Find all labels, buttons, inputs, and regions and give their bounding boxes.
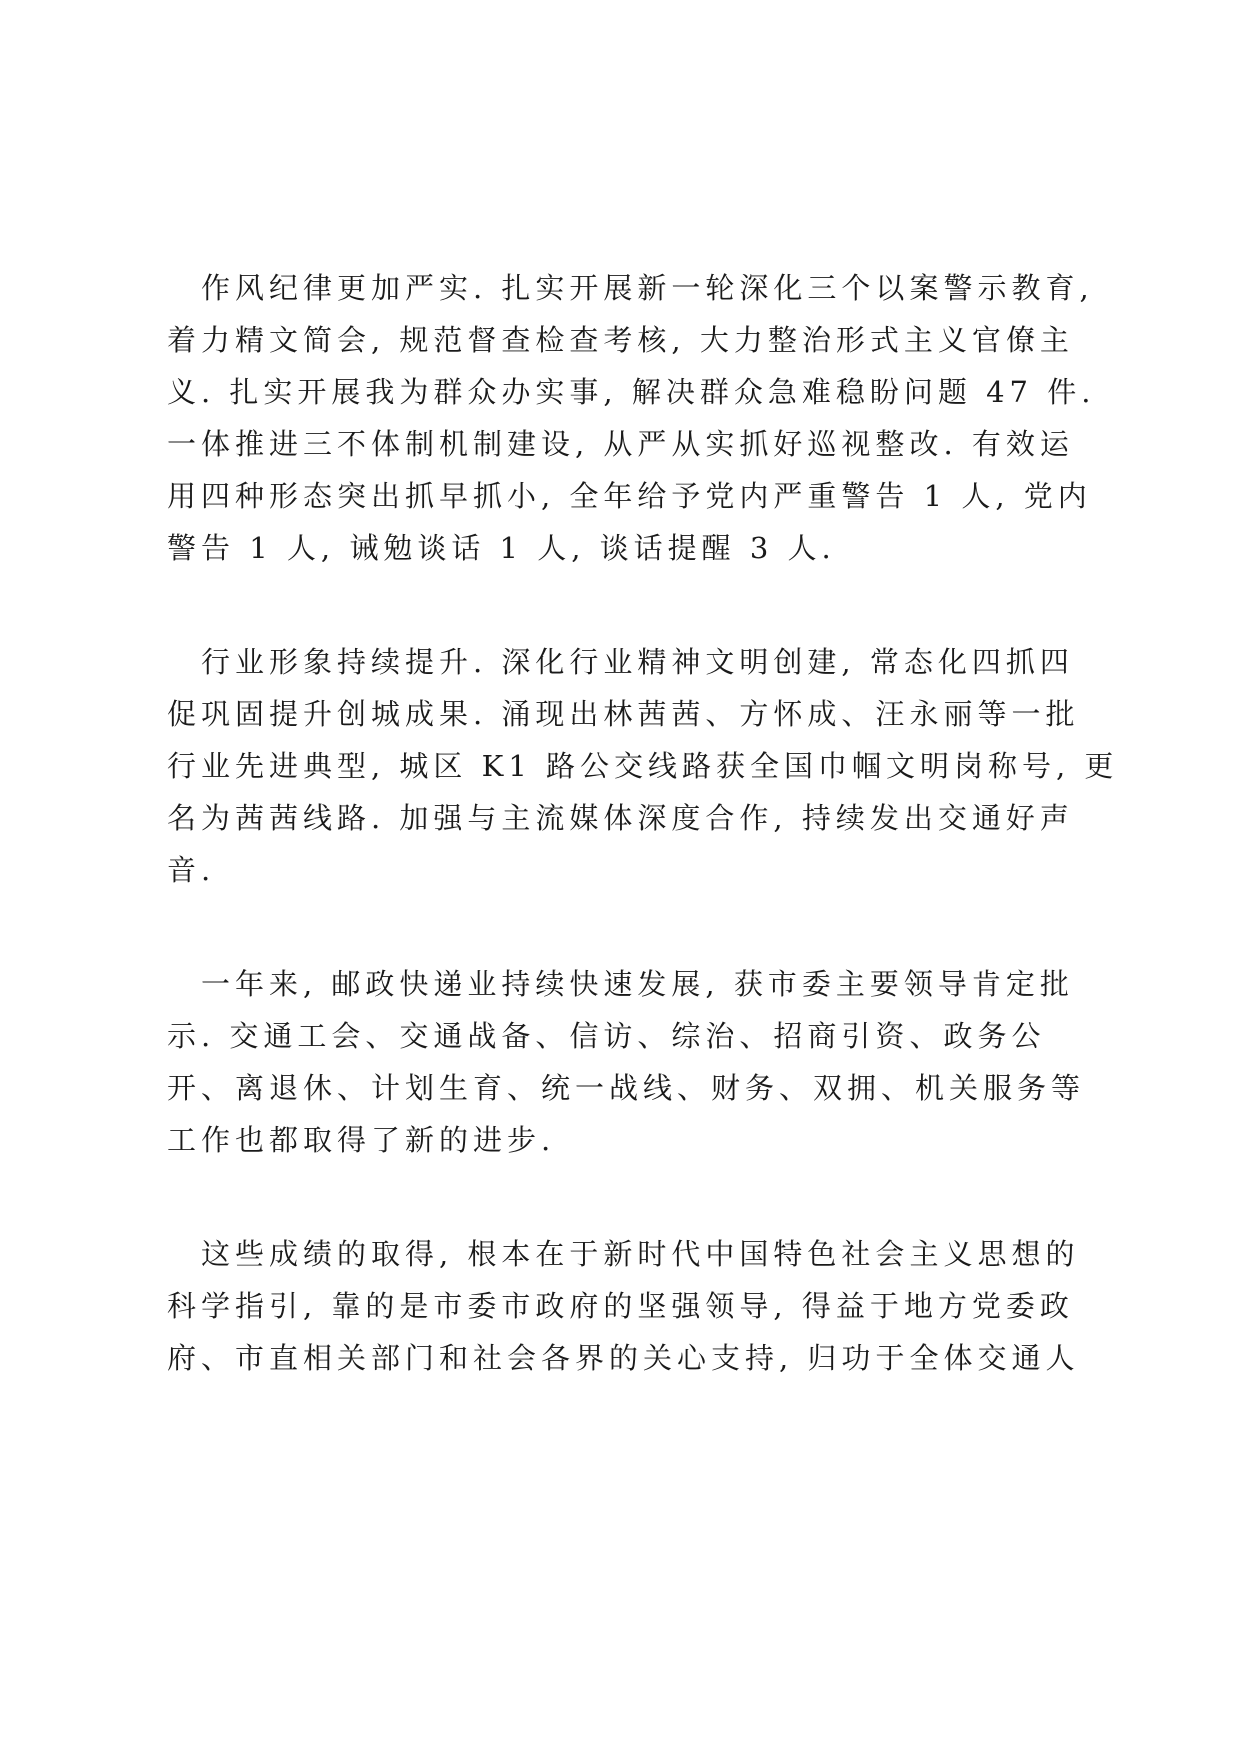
text-line: 行业先进典型, 城区 K1 路公交线路获全国巾帼文明岗称号, 更 xyxy=(167,749,1119,783)
text-line: 示. 交通工会、交通战备、信访、综治、招商引资、政务公 xyxy=(167,1019,1046,1053)
text-line: 用四种形态突出抓早抓小, 全年给予党内严重警告 1 人, 党内 xyxy=(167,479,1092,513)
text-line: 着力精文简会, 规范督查检查考核, 大力整治形式主义官僚主 xyxy=(167,323,1074,357)
paragraph-year-review xyxy=(167,958,1087,1166)
text-line: 作风纪律更加严实. 扎实开展新一轮深化三个以案警示教育, xyxy=(167,271,1094,305)
text-line: 促巩固提升创城成果. 涌现出林茜茜、方怀成、汪永丽等一批 xyxy=(167,697,1080,731)
text-line: 府、市直相关部门和社会各界的关心支持, 归功于全体交通人 xyxy=(167,1341,1080,1375)
text-line: 名为茜茜线路. 加强与主流媒体深度合作, 持续发出交通好声 xyxy=(167,801,1074,835)
text-line: 行业形象持续提升. 深化行业精神文明创建, 常态化四抓四 xyxy=(167,645,1074,679)
text-line: 一年来, 邮政快递业持续快速发展, 获市委主要领导肯定批 xyxy=(167,967,1074,1001)
paragraph-conduct-discipline xyxy=(167,262,1096,574)
paragraph-industry-image xyxy=(167,636,1119,896)
text-line: 义. 扎实开展我为群众办实事, 解决群众急难稳盼问题 47 件. xyxy=(167,375,1096,409)
text-line: 开、离退休、计划生育、统一战线、财务、双拥、机关服务等 xyxy=(167,1071,1086,1105)
text-line: 一体推进三不体制机制建设, 从严从实抓好巡视整改. 有效运 xyxy=(167,427,1074,461)
document-body xyxy=(167,262,1119,1384)
text-line: 警告 1 人, 诫勉谈话 1 人, 谈话提醒 3 人. xyxy=(167,531,836,565)
text-line: 这些成绩的取得, 根本在于新时代中国特色社会主义思想的 xyxy=(167,1237,1080,1271)
paragraph-achievements xyxy=(167,1228,1087,1384)
text-line: 科学指引, 靠的是市委市政府的坚强领导, 得益于地方党委政 xyxy=(167,1289,1074,1323)
text-line: 音. xyxy=(167,853,216,887)
text-line: 工作也都取得了新的进步. xyxy=(167,1123,556,1157)
